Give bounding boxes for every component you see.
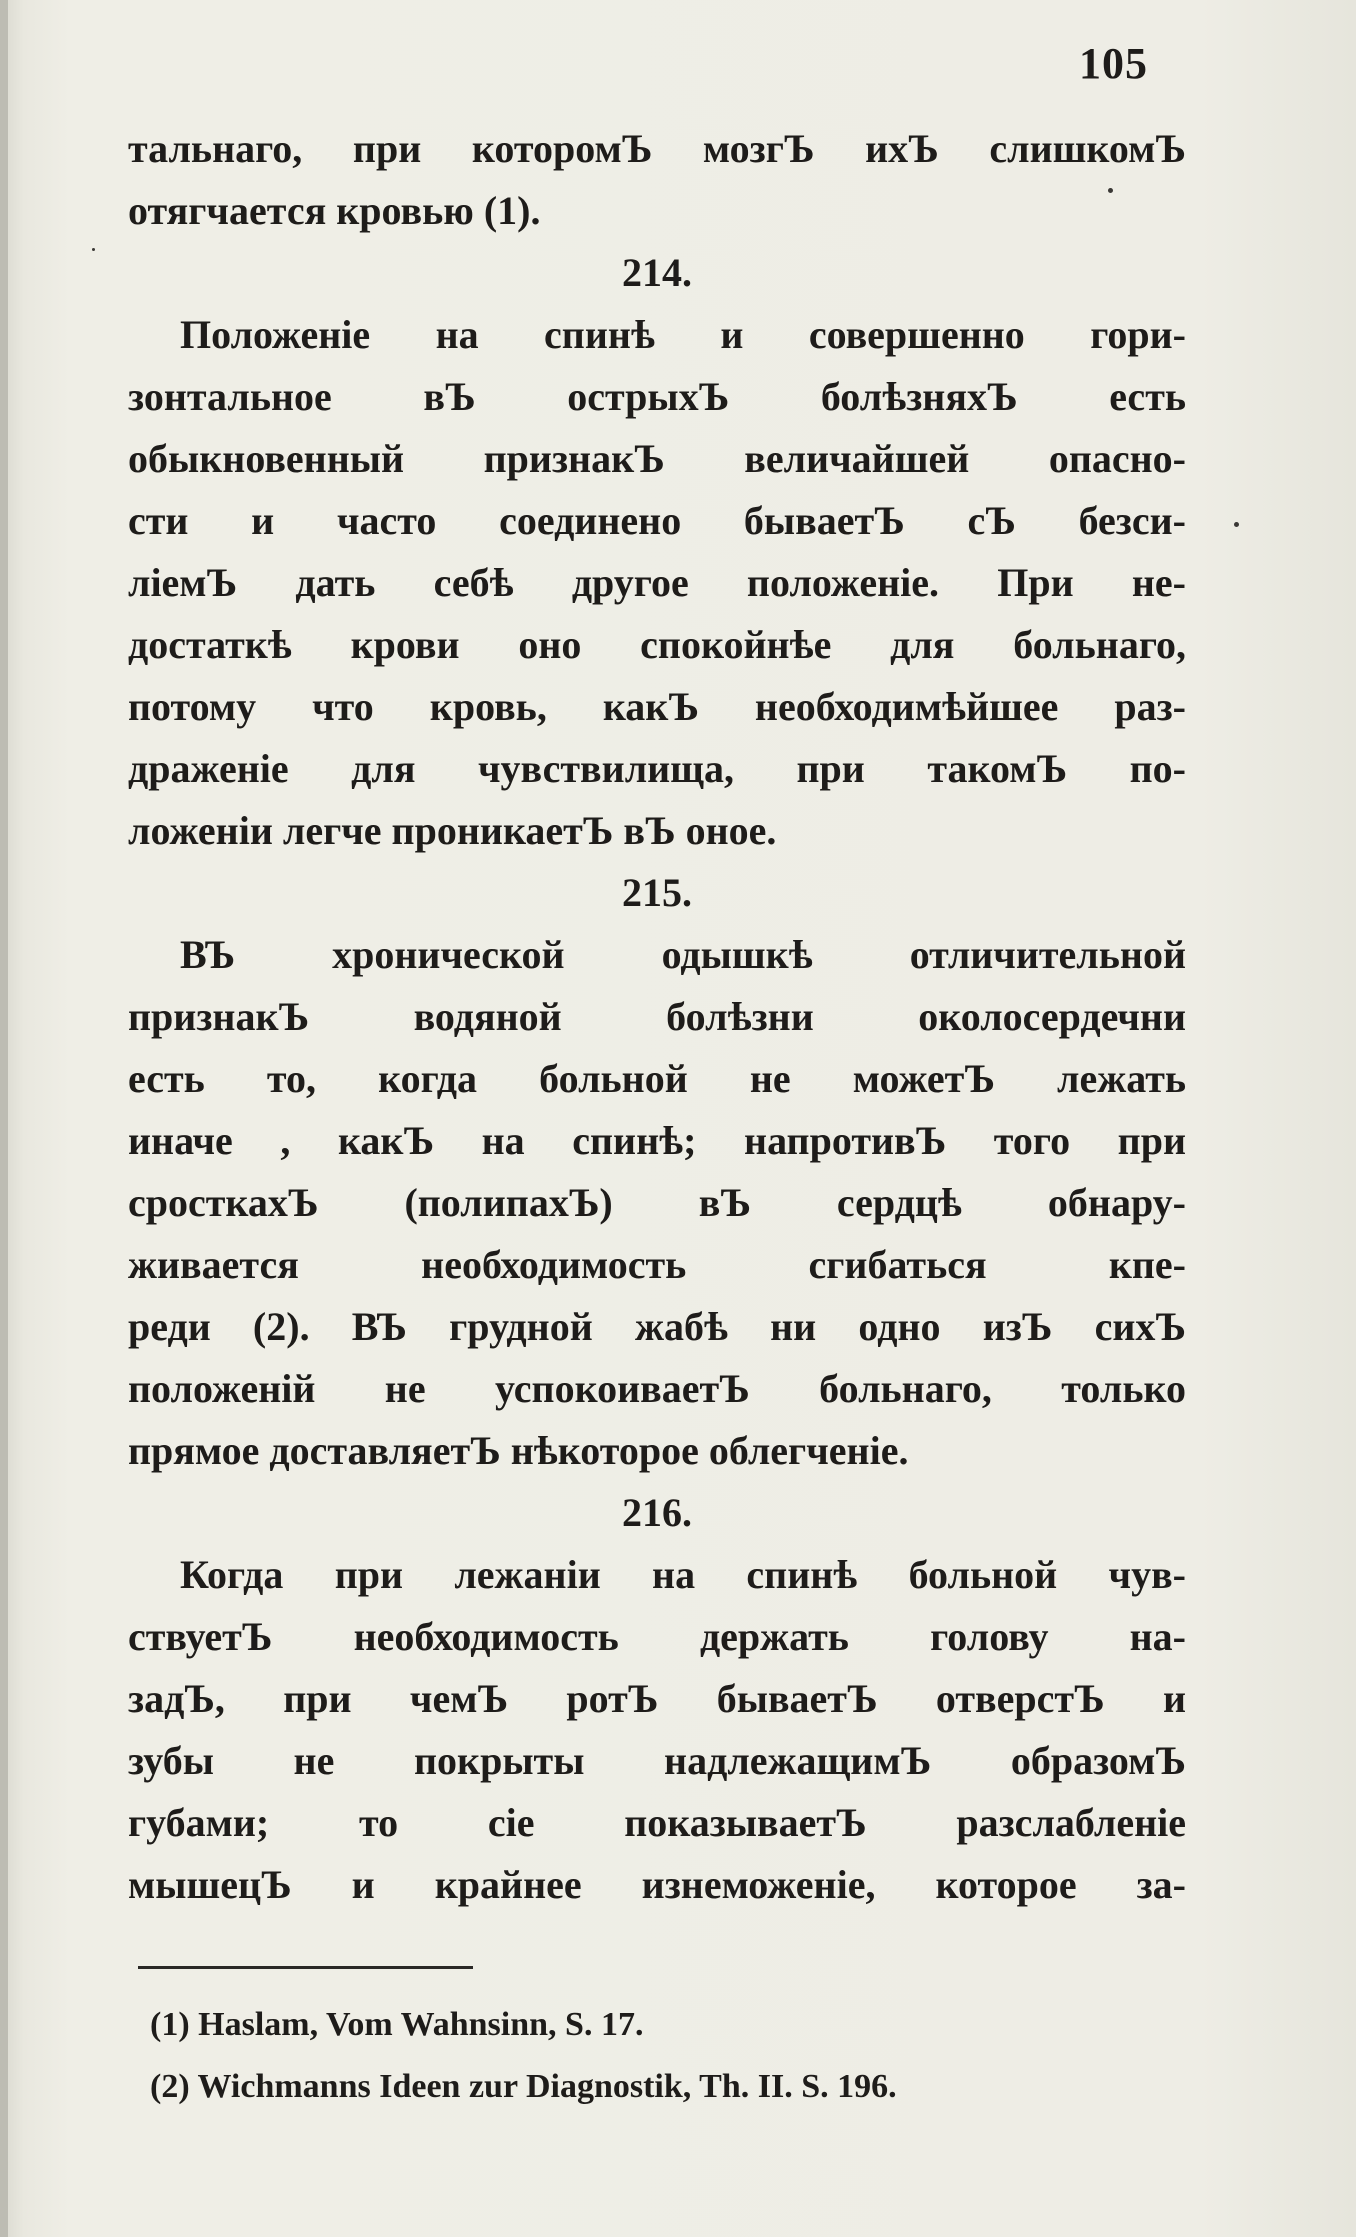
ink-speck xyxy=(1108,188,1113,193)
text-line: иначе , какЪ на спинѣ; напротивЪ того при xyxy=(128,1118,1186,1163)
text-line: достаткѣ крови оно спокойнѣе для больнаго, xyxy=(128,622,1186,667)
text-line: ліемЪ дать себѣ другое положеніе. При не- xyxy=(128,560,1186,605)
text-line: Положеніе на спинѣ и совершенно гори- xyxy=(180,312,1186,357)
text-line: прямое доставляетЪ нѣкоторое облегченіе. xyxy=(128,1428,909,1473)
footnote-divider xyxy=(138,1966,473,1969)
body-text xyxy=(128,118,1186,1916)
text-line: потому что кровь, какЪ необходимѣйшее раз- xyxy=(128,684,1186,729)
text-line: ствуетЪ необходимость держать голову на- xyxy=(128,1614,1186,1659)
text-line: сросткахЪ (полипахЪ) вЪ сердцѣ обнару- xyxy=(128,1180,1186,1225)
text-line: сти и часто соединено бываетЪ сЪ безси- xyxy=(128,498,1186,543)
text-line: ложеніи легче проникаетЪ вЪ оное. xyxy=(128,808,777,853)
ink-speck xyxy=(1234,522,1239,527)
text-line: положеній не успокоиваетЪ больнаго, только xyxy=(128,1366,1186,1411)
footnote-1: (1) Haslam, Vom Wahnsinn, S. 17. xyxy=(150,2006,644,2043)
text-line: признакЪ водяной болѣзни околосердечни xyxy=(128,994,1186,1039)
section-number-215: 215. xyxy=(622,870,692,915)
section-number-214: 214. xyxy=(622,250,692,295)
text-line: реди (2). ВЪ грудной жабѣ ни одно изЪ сихЪ xyxy=(128,1304,1186,1349)
text-line: зонтальное вЪ острыхЪ болѣзняхЪ есть xyxy=(128,374,1186,419)
text-line: задЪ, при чемЪ ротЪ бываетЪ отверстЪ и xyxy=(128,1676,1186,1721)
ink-speck xyxy=(92,248,95,251)
footnotes xyxy=(150,1994,1150,2118)
text-line: мышецЪ и крайнее изнеможеніе, которое за- xyxy=(128,1862,1186,1907)
text-line: драженіе для чувствилища, при такомЪ по- xyxy=(128,746,1186,791)
text-line: Когда при лежаніи на спинѣ больной чув- xyxy=(180,1552,1186,1597)
text-line: губами; то сіе показываетЪ разслабленіе xyxy=(128,1800,1186,1845)
text-line: ВЪ хронической одышкѣ отличительной xyxy=(180,932,1186,977)
text-line: есть то, когда больной не можетЪ лежать xyxy=(128,1056,1186,1101)
page-edge-shadow xyxy=(0,0,8,2237)
footnote-2: (2) Wichmanns Ideen zur Diagnostik, Th. II. S. 196. xyxy=(150,2068,897,2105)
text-line: обыкновенный признакЪ величайшей опасно- xyxy=(128,436,1186,481)
text-line: зубы не покрыты надлежащимЪ образомЪ xyxy=(128,1738,1186,1783)
text-line: живается необходимость сгибаться кпе- xyxy=(128,1242,1186,1287)
text-line: отягчается кровью (1). xyxy=(128,188,541,233)
section-number-216: 216. xyxy=(622,1490,692,1535)
text-line: тальнаго, при которомЪ мозгЪ ихЪ слишкомЪ xyxy=(128,126,1186,171)
page-number: 105 xyxy=(1079,39,1148,88)
